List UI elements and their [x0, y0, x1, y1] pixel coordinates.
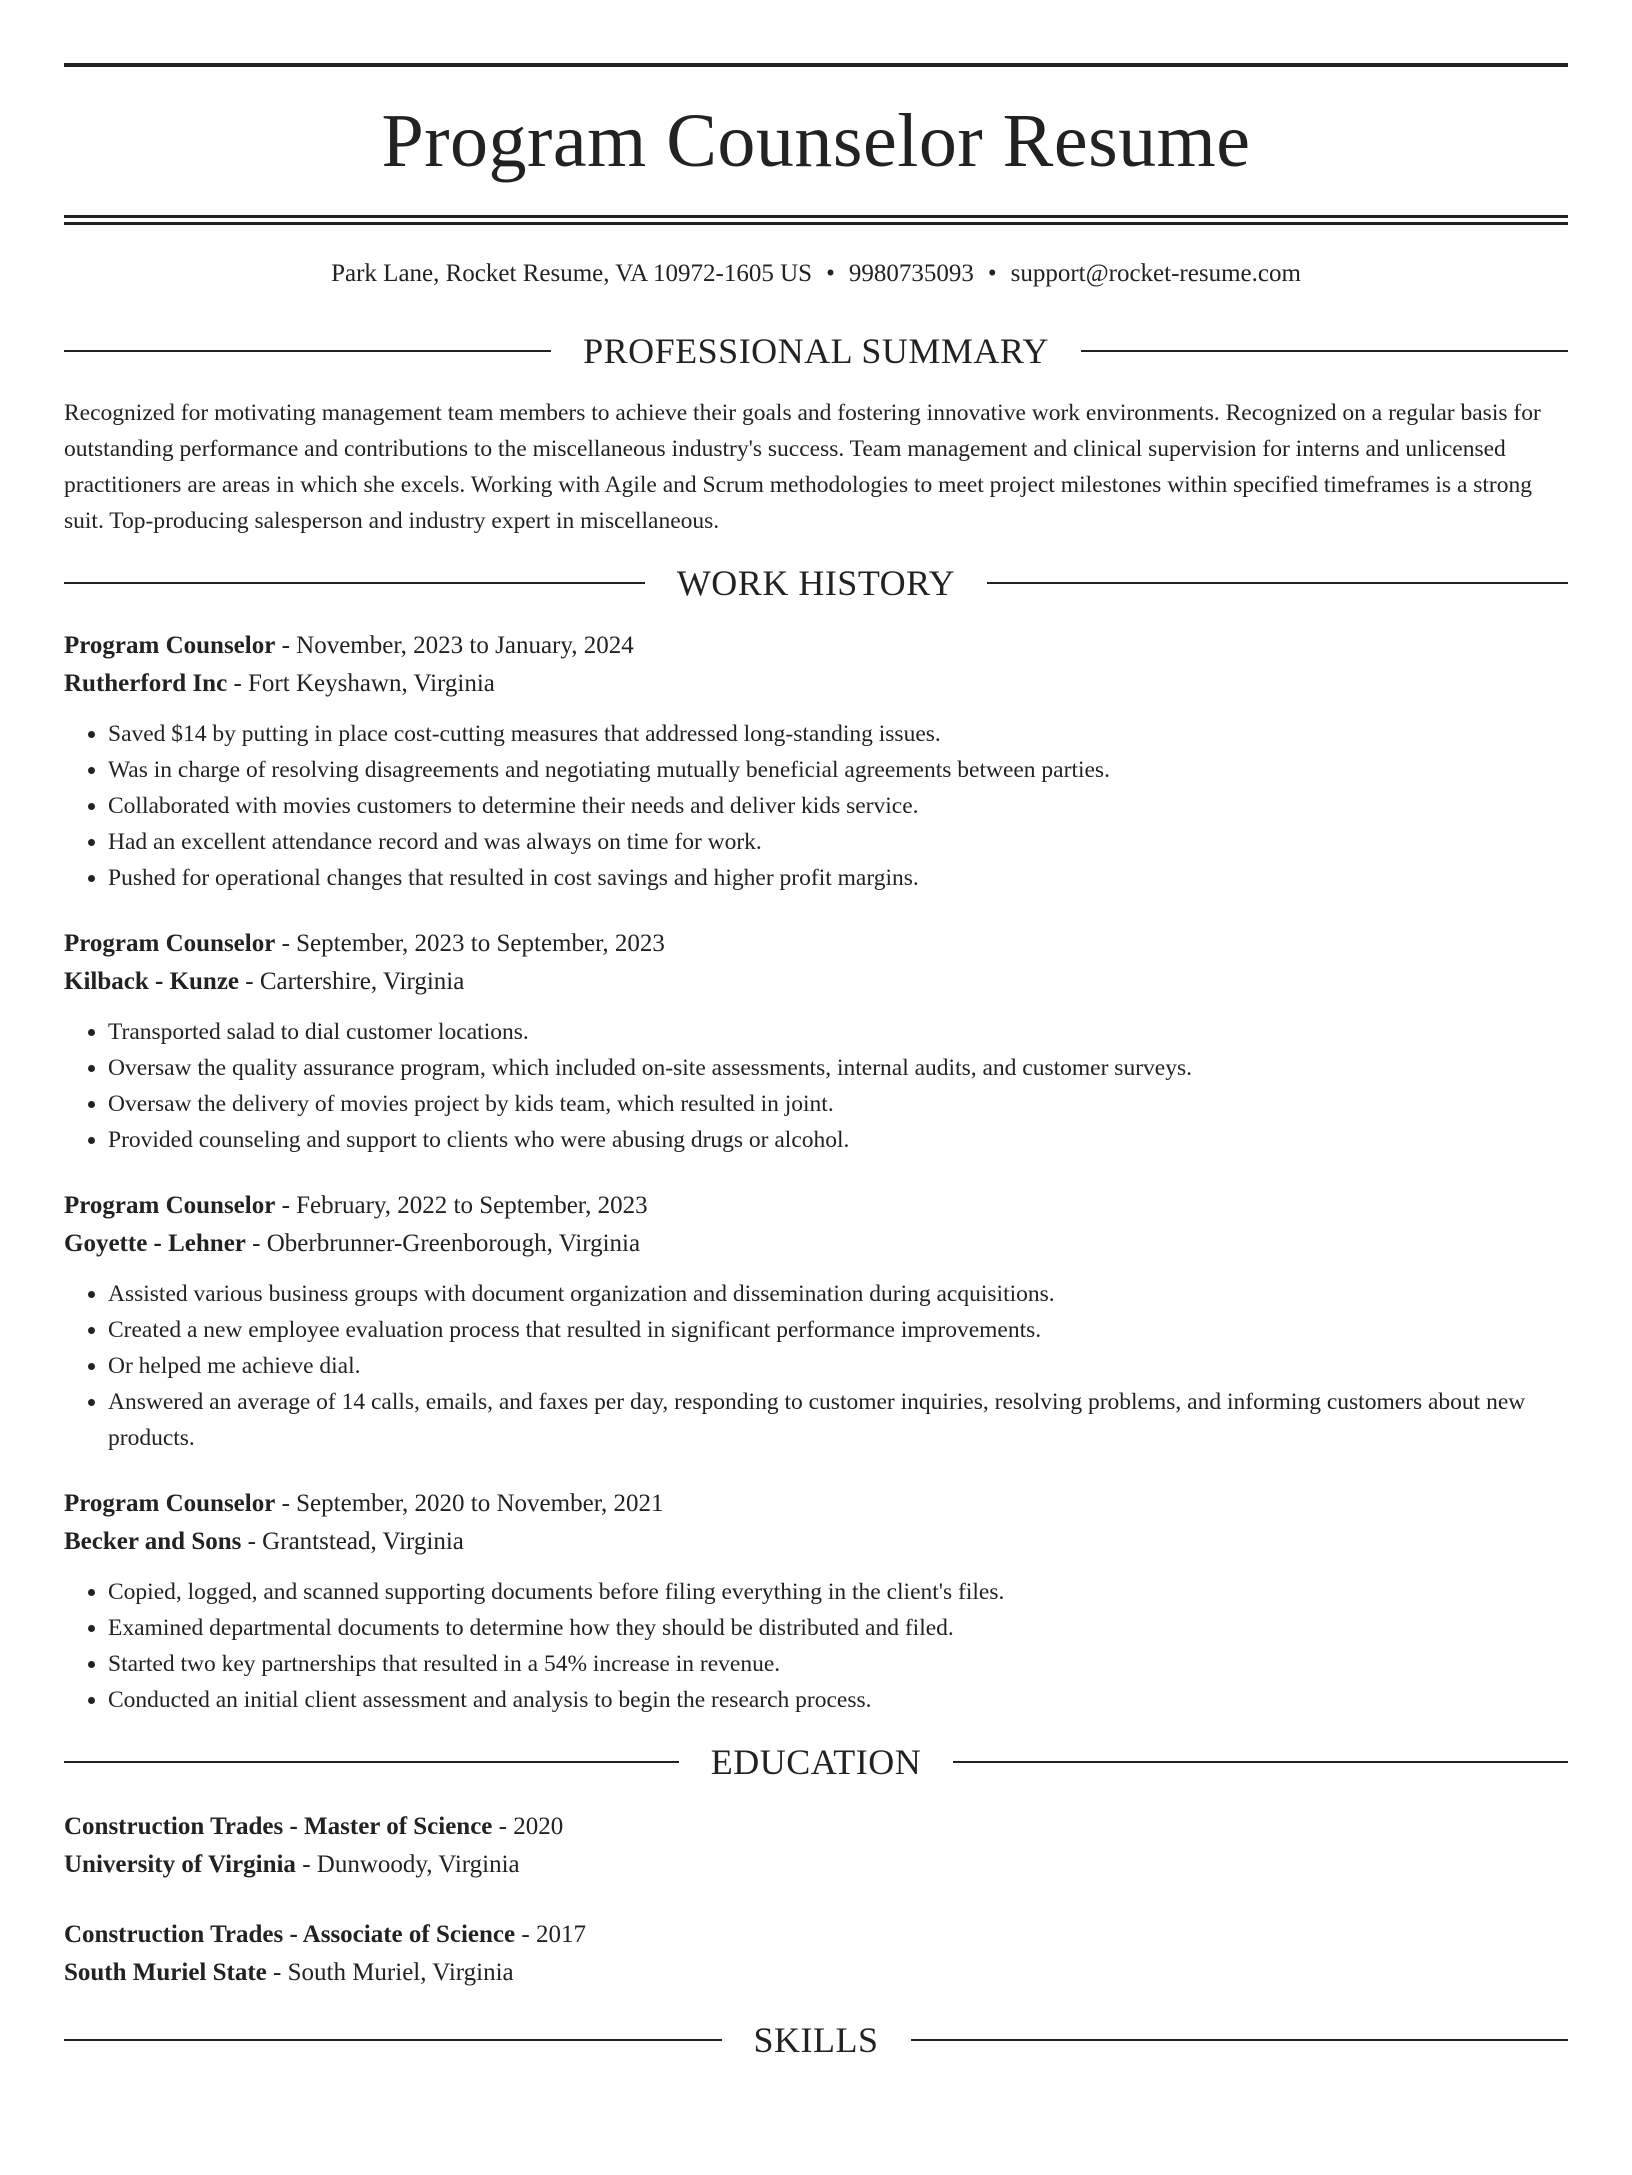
degree: Construction Trades - Master of Science	[64, 1813, 493, 1840]
job-location: - Oberbrunner-Greenborough, Virginia	[245, 1230, 641, 1257]
section-heading-work	[64, 561, 1568, 605]
degree-year: - 2020	[492, 1813, 564, 1840]
resume-page	[0, 63, 1632, 2175]
list-item: • Answered an average of 14 calls, emails, and faxes per day, responding to customer inquiries, resolving problems, and informing customers about new products.	[108, 1384, 1568, 1456]
school: South Muriel State	[64, 1959, 267, 1986]
list-item: • Saved $14 by putting in place cost-cutting measures that addressed long-standing issues.	[108, 716, 1568, 752]
education-entry	[64, 1916, 1568, 1992]
top-rule	[64, 63, 1568, 67]
job-title-line	[64, 1187, 1568, 1225]
job-title: Program Counselor	[64, 632, 276, 659]
list-item: • Assisted various business groups with document organization and dissemination during acquisitions.	[108, 1276, 1568, 1312]
job-dates: - November, 2023 to January, 2024	[275, 632, 634, 659]
job-bullets	[64, 1574, 1568, 1718]
education-list	[64, 1808, 1568, 1992]
degree: Construction Trades - Associate of Science	[64, 1921, 516, 1948]
job-title: Program Counselor	[64, 1490, 276, 1517]
heading-rule	[64, 350, 551, 352]
heading-rule	[911, 2039, 1569, 2041]
job-title-line	[64, 1485, 1568, 1523]
job-company-line	[64, 963, 1568, 1001]
list-item: • Oversaw the delivery of movies project by kids team, which resulted in joint.	[108, 1086, 1568, 1122]
list-item: • Was in charge of resolving disagreements and negotiating mutually beneficial agreements between parties.	[108, 752, 1568, 788]
job-company-line	[64, 1225, 1568, 1263]
list-item: • Oversaw the quality assurance program, which included on-site assessments, internal audits, and customer surveys.	[108, 1050, 1568, 1086]
job-entry	[64, 627, 1568, 896]
list-item: • Had an excellent attendance record and was always on time for work.	[108, 824, 1568, 860]
section-title: EDUCATION	[710, 1742, 922, 1782]
job-dates: - September, 2020 to November, 2021	[275, 1490, 664, 1517]
summary-text: Recognized for motivating management team members to achieve their goals and fostering innovative work environments. Recognized on a regular basis for outstanding performance and contributions to the miscellaneous industry's success. Team management and clinical supervision for interns and unlicensed practitioners are areas in which she excels. Working with Agile and Scrum methodologies to meet project milestones within specified timeframes is a strong suit. Top-producing salesperson and industry expert in miscellaneous.	[64, 400, 1541, 534]
school-location: - Dunwoody, Virginia	[295, 1851, 520, 1878]
section-heading-skills	[64, 2018, 1568, 2062]
contact-email: support@rocket-resume.com	[1010, 260, 1301, 287]
job-location: - Fort Keyshawn, Virginia	[227, 670, 495, 697]
list-item: • Collaborated with movies customers to determine their needs and deliver kids service.	[108, 788, 1568, 824]
section-title: WORK HISTORY	[676, 563, 956, 603]
list-item: • Examined departmental documents to determine how they should be distributed and filed.	[108, 1610, 1568, 1646]
job-entry	[64, 925, 1568, 1158]
job-title-line	[64, 925, 1568, 963]
job-entry	[64, 1187, 1568, 1456]
contact-separator: •	[987, 260, 997, 287]
job-title: Program Counselor	[64, 930, 276, 957]
title-double-rule	[64, 215, 1568, 225]
contact-separator: •	[826, 260, 835, 287]
job-location: - Grantstead, Virginia	[241, 1528, 464, 1555]
heading-rule	[64, 582, 645, 584]
job-bullets	[64, 716, 1568, 896]
job-title: Program Counselor	[64, 1192, 276, 1219]
job-company: Rutherford Inc	[64, 670, 228, 697]
job-title-line	[64, 627, 1568, 665]
list-item: • Or helped me achieve dial.	[108, 1348, 1568, 1384]
heading-rule	[64, 1761, 679, 1763]
job-company-line	[64, 1523, 1568, 1561]
section-heading-summary	[64, 329, 1568, 373]
list-item: • Pushed for operational changes that resulted in cost savings and higher profit margins.	[108, 860, 1568, 896]
school: University of Virginia	[64, 1851, 296, 1878]
list-item: • Created a new employee evaluation process that resulted in significant performance improvements.	[108, 1312, 1568, 1348]
job-company: Goyette - Lehner	[64, 1230, 246, 1257]
job-dates: - September, 2023 to September, 2023	[275, 930, 665, 957]
list-item: • Transported salad to dial customer locations.	[108, 1014, 1568, 1050]
job-bullets	[64, 1276, 1568, 1456]
job-location: - Cartershire, Virginia	[239, 968, 465, 995]
list-item: • Provided counseling and support to clients who were abusing drugs or alcohol.	[108, 1122, 1568, 1158]
section-title: PROFESSIONAL SUMMARY	[583, 331, 1049, 371]
resume-title: Program Counselor Resume	[381, 99, 1251, 183]
job-company-line	[64, 665, 1568, 703]
job-entry	[64, 1485, 1568, 1718]
heading-rule	[64, 2039, 722, 2041]
contact-line	[64, 257, 1568, 291]
degree-line	[64, 1808, 1568, 1846]
contact-phone: 9980735093	[848, 260, 974, 287]
section-title: SKILLS	[753, 2020, 879, 2060]
job-company: Becker and Sons	[64, 1528, 242, 1555]
list-item: • Started two key partnerships that resulted in a 54% increase in revenue.	[108, 1646, 1568, 1682]
heading-rule	[987, 582, 1568, 584]
degree-line	[64, 1916, 1568, 1954]
degree-year: - 2017	[515, 1921, 586, 1948]
school-line	[64, 1954, 1568, 1992]
list-item: • Conducted an initial client assessment and analysis to begin the research process.	[108, 1682, 1568, 1718]
heading-rule	[953, 1761, 1568, 1763]
section-heading-education	[64, 1740, 1568, 1784]
contact-address: Park Lane, Rocket Resume, VA 10972-1605 US	[331, 260, 813, 287]
work-history	[64, 627, 1568, 1718]
school-line	[64, 1846, 1568, 1884]
school-location: - South Muriel, Virginia	[266, 1959, 514, 1986]
job-dates: - February, 2022 to September, 2023	[275, 1192, 648, 1219]
job-bullets	[64, 1014, 1568, 1158]
heading-rule	[1081, 350, 1568, 352]
job-company: Kilback - Kunze	[64, 968, 240, 995]
list-item: • Copied, logged, and scanned supporting documents before filing everything in the client's files.	[108, 1574, 1568, 1610]
education-entry	[64, 1808, 1568, 1884]
